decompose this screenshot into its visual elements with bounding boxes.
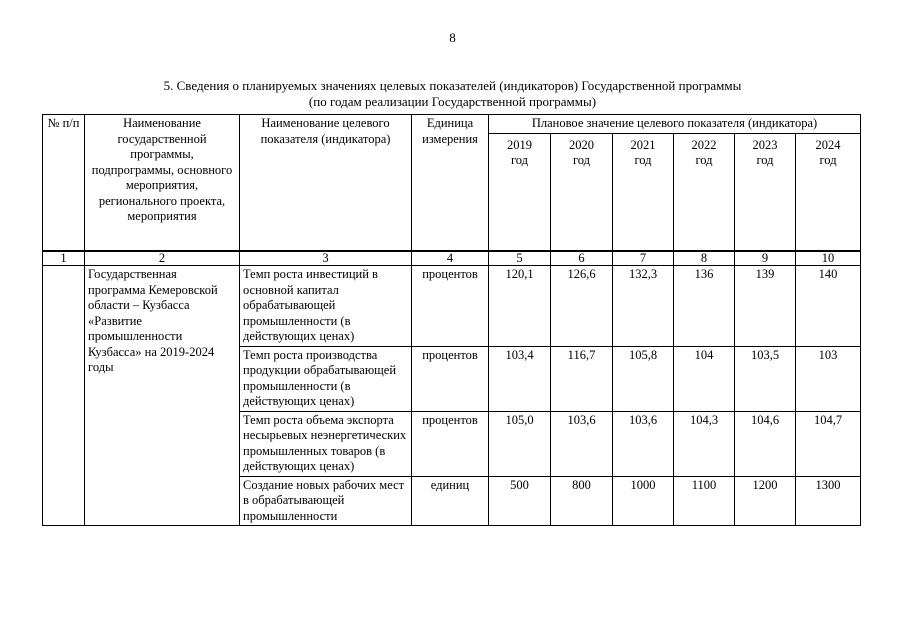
table-title-line-1: 5. Сведения о планируемых значениях целевых показателей (индикаторов) Государственной программы <box>163 78 742 93</box>
column-number: 10 <box>796 251 861 266</box>
header-year-2022: 2022 год <box>674 133 735 251</box>
column-number: 4 <box>412 251 489 266</box>
table-row <box>43 266 861 347</box>
indicator-unit: процентов <box>412 266 489 347</box>
header-year-2023: 2023 год <box>735 133 796 251</box>
value-2023: 103,5 <box>735 346 796 411</box>
value-2023: 139 <box>735 266 796 347</box>
value-2023: 1200 <box>735 476 796 526</box>
indicator-name: Создание новых рабочих мест в обрабатывающей промышленности <box>240 476 412 526</box>
value-2021: 105,8 <box>613 346 674 411</box>
column-number: 6 <box>551 251 613 266</box>
value-2022: 104,3 <box>674 411 735 476</box>
value-2021: 103,6 <box>613 411 674 476</box>
header-program-name: Наименование государственной программы, подпрограммы, основного мероприятия, регионального проекта, мероприятия <box>85 115 240 252</box>
indicator-name: Темп роста объема экспорта несырьевых неэнергетических промышленных товаров (в действующих ценах) <box>240 411 412 476</box>
header-planned-value: Плановое значение целевого показателя (индикатора) <box>489 115 861 134</box>
header-unit: Единица измерения <box>412 115 489 252</box>
value-2020: 116,7 <box>551 346 613 411</box>
value-2020: 103,6 <box>551 411 613 476</box>
header-indicator-name: Наименование целевого показателя (индикатора) <box>240 115 412 252</box>
value-2022: 104 <box>674 346 735 411</box>
value-2022: 136 <box>674 266 735 347</box>
column-number: 9 <box>735 251 796 266</box>
column-number: 3 <box>240 251 412 266</box>
value-2024: 1300 <box>796 476 861 526</box>
value-2021: 1000 <box>613 476 674 526</box>
indicators-table <box>42 114 861 526</box>
value-2021: 132,3 <box>613 266 674 347</box>
value-2019: 103,4 <box>489 346 551 411</box>
value-2023: 104,6 <box>735 411 796 476</box>
value-2022: 1100 <box>674 476 735 526</box>
column-number: 7 <box>613 251 674 266</box>
indicator-unit: процентов <box>412 411 489 476</box>
indicator-name: Темп роста производства продукции обрабатывающей промышленности (в действующих ценах) <box>240 346 412 411</box>
indicator-unit: процентов <box>412 346 489 411</box>
program-num <box>43 266 85 526</box>
value-2019: 500 <box>489 476 551 526</box>
indicator-unit: единиц <box>412 476 489 526</box>
program-name: Государственная программа Кемеровской области – Кузбасса «Развитие промышленности Кузбасса» на 2019-2024 годы <box>85 266 240 526</box>
header-row-1 <box>43 115 861 134</box>
column-number: 2 <box>85 251 240 266</box>
column-number: 8 <box>674 251 735 266</box>
header-year-2019: 2019 год <box>489 133 551 251</box>
header-year-2024: 2024 год <box>796 133 861 251</box>
value-2020: 126,6 <box>551 266 613 347</box>
indicator-name: Темп роста инвестиций в основной капитал обрабатывающей промышленности (в действующих ценах) <box>240 266 412 347</box>
header-num: № п/п <box>43 115 85 252</box>
value-2024: 104,7 <box>796 411 861 476</box>
header-year-2020: 2020 год <box>551 133 613 251</box>
column-number: 1 <box>43 251 85 266</box>
value-2019: 105,0 <box>489 411 551 476</box>
table-title-line-2: (по годам реализации Государственной программы) <box>308 94 597 109</box>
table-title <box>0 78 905 110</box>
column-number-row <box>43 251 861 266</box>
value-2024: 140 <box>796 266 861 347</box>
value-2020: 800 <box>551 476 613 526</box>
column-number: 5 <box>489 251 551 266</box>
value-2019: 120,1 <box>489 266 551 347</box>
page-number: 8 <box>449 30 456 45</box>
value-2024: 103 <box>796 346 861 411</box>
header-year-2021: 2021 год <box>613 133 674 251</box>
